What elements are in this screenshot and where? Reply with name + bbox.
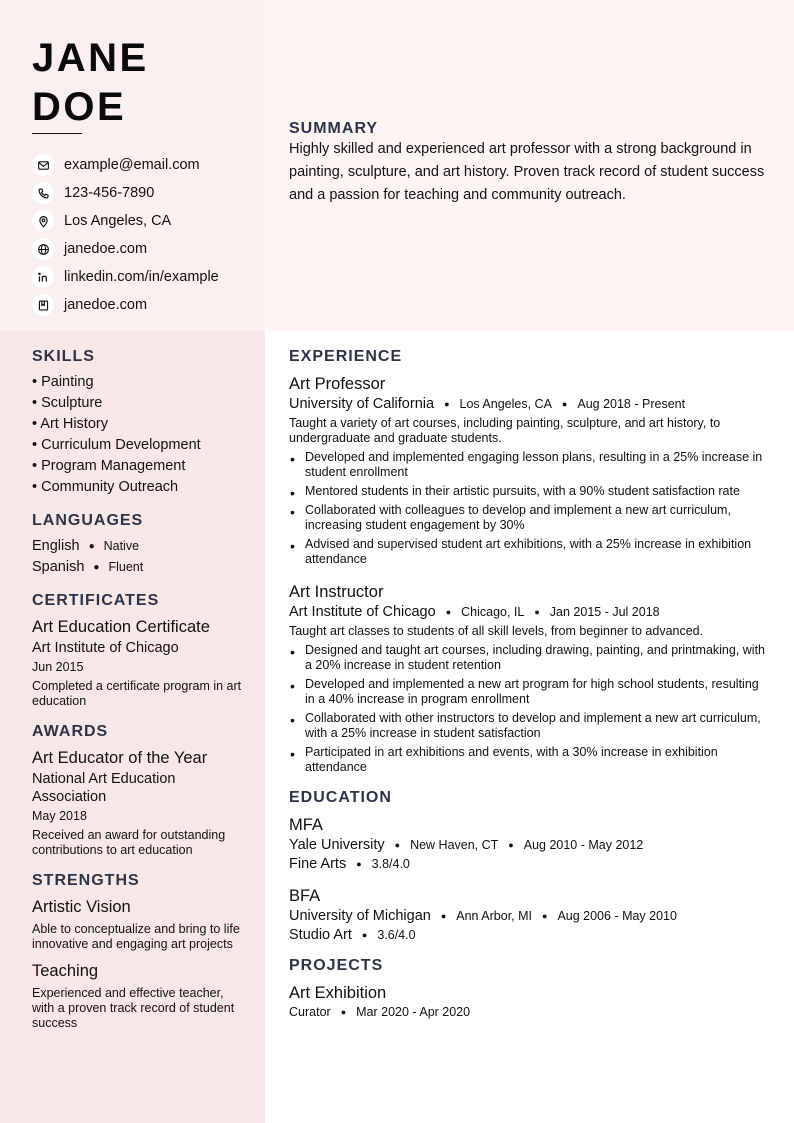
- skill-item: • Sculpture: [32, 395, 103, 411]
- job-bullet: • Designed and taught art courses, including drawing, painting, and printmaking, with a 20% increase in student retention: [289, 643, 769, 673]
- job-meta: [289, 604, 769, 620]
- contact-portfolio-text: janedoe.com: [64, 297, 148, 313]
- language-name: Spanish: [32, 559, 85, 575]
- contact-list: [32, 151, 219, 319]
- linkedin-icon: [32, 266, 54, 288]
- contact-location: [32, 207, 219, 235]
- job-title: Art Professor: [289, 375, 386, 393]
- language-level: Fluent: [108, 560, 144, 574]
- contact-linkedin[interactable]: [32, 263, 219, 291]
- job-bullet: • Advised and supervised student art exhibitions, with a 25% increase in exhibition attendance: [289, 537, 769, 567]
- separator-dot: ●: [445, 607, 452, 617]
- skill-item: • Community Outreach: [32, 479, 179, 495]
- skill-item: • Curriculum Development: [32, 437, 201, 453]
- award-issuer: National Art Education Association: [32, 771, 176, 805]
- school-location: Ann Arbor, MI: [456, 909, 532, 923]
- education-field-row: [289, 856, 769, 872]
- job-organization: Art Institute of Chicago: [289, 604, 436, 620]
- separator-dot: ●: [356, 859, 362, 869]
- job-dates: Aug 2018 - Present: [577, 397, 686, 411]
- awards-heading: AWARDS: [32, 723, 109, 740]
- job-description: Taught art classes to students of all skill levels, from beginner to advanced.: [289, 624, 704, 638]
- contact-linkedin-text: linkedin.com/in/example: [64, 269, 219, 285]
- first-name: JANE: [32, 36, 149, 80]
- strength-item: [32, 896, 247, 952]
- strengths-section: [32, 872, 247, 1031]
- projects-section: [289, 957, 769, 1019]
- certificate-description: Completed a certificate program in art education: [32, 679, 242, 708]
- job-bullets: [289, 450, 769, 567]
- school-location: New Haven, CT: [410, 838, 499, 852]
- job-title: Art Instructor: [289, 583, 384, 601]
- certificate-issuer: Art Institute of Chicago: [32, 640, 179, 656]
- contact-email[interactable]: [32, 151, 219, 179]
- contact-location-text: Los Angeles, CA: [64, 213, 172, 229]
- location-pin-icon: [32, 210, 54, 232]
- job-bullet: • Mentored students in their artistic pursuits, with a 90% student satisfaction rate: [289, 484, 769, 499]
- contact-email-text: example@email.com: [64, 157, 200, 173]
- separator-dot: ●: [394, 840, 401, 850]
- strengths-heading: STRENGTHS: [32, 872, 140, 889]
- job-bullet: • Collaborated with colleagues to develop and implement a new art curriculum, increasing student engagement by 30%: [289, 503, 769, 533]
- job-entry: [289, 373, 769, 567]
- summary-heading: SUMMARY: [289, 120, 379, 137]
- globe-icon: [32, 238, 54, 260]
- separator-dot: ●: [88, 541, 95, 552]
- languages-heading: LANGUAGES: [32, 512, 144, 529]
- portfolio-icon: [32, 294, 54, 316]
- job-bullet: • Collaborated with other instructors to develop and implement a new art curriculum, with a 25% increase in student satisfaction: [289, 711, 769, 741]
- degree-name: MFA: [289, 816, 323, 834]
- award-name: Art Educator of the Year: [32, 749, 208, 767]
- job-meta: [289, 396, 769, 412]
- education-meta: [289, 837, 769, 853]
- project-dates: Mar 2020 - Apr 2020: [356, 1005, 471, 1019]
- education-entry: [289, 814, 769, 872]
- right-column-content: [289, 348, 769, 1033]
- job-location: Chicago, IL: [461, 605, 525, 619]
- school-name: Yale University: [289, 837, 385, 853]
- separator-dot: ●: [534, 607, 540, 617]
- separator-dot: ●: [561, 399, 568, 409]
- education-section: [289, 789, 769, 943]
- job-bullets: [289, 643, 769, 775]
- experience-section: [289, 348, 769, 775]
- contact-portfolio[interactable]: [32, 291, 219, 319]
- job-entry: [289, 581, 769, 775]
- job-bullet: • Developed and implemented engaging lesson plans, resulting in a 25% increase in student enrollment: [289, 450, 769, 480]
- phone-icon: [32, 182, 54, 204]
- separator-dot: ●: [361, 930, 368, 940]
- education-field-row: [289, 927, 769, 943]
- education-dates: Aug 2010 - May 2012: [523, 838, 644, 852]
- last-name: DOE: [32, 85, 127, 129]
- job-location: Los Angeles, CA: [459, 397, 552, 411]
- summary-section: [289, 120, 769, 207]
- separator-dot: ●: [542, 911, 548, 921]
- strength-name: Artistic Vision: [32, 898, 131, 916]
- full-name: [32, 34, 149, 132]
- job-organization: University of California: [289, 396, 435, 412]
- job-dates: Jan 2015 - Jul 2018: [549, 605, 660, 619]
- separator-dot: ●: [340, 1007, 347, 1017]
- project-meta: [289, 1005, 769, 1019]
- certificates-section: [32, 592, 247, 709]
- strength-description: Experienced and effective teacher, with a proven track record of student success: [32, 986, 235, 1030]
- language-item: [32, 536, 247, 557]
- separator-dot: ●: [440, 911, 447, 921]
- contact-phone-text: 123-456-7890: [64, 185, 155, 201]
- education-gpa: 3.6/4.0: [377, 928, 416, 942]
- award-date: May 2018: [32, 809, 87, 823]
- projects-heading: PROJECTS: [289, 957, 384, 974]
- strength-item: [32, 960, 247, 1031]
- contact-website-text: janedoe.com: [64, 241, 148, 257]
- project-role: Curator: [289, 1005, 331, 1019]
- mail-icon: [32, 154, 54, 176]
- languages-section: [32, 512, 247, 578]
- education-gpa: 3.8/4.0: [371, 857, 410, 871]
- awards-section: [32, 723, 247, 858]
- contact-website[interactable]: [32, 235, 219, 263]
- language-item: [32, 557, 247, 578]
- job-bullet: • Participated in art exhibitions and events, with a 30% increase in exhibition attendance: [289, 745, 769, 775]
- separator-dot: ●: [444, 399, 450, 409]
- degree-name: BFA: [289, 887, 321, 905]
- separator-dot: ●: [93, 562, 100, 573]
- summary-text: Highly skilled and experienced art professor with a strong background in painting, sculpture, and art history. Proven track record of student success and a passion for teaching and community outreach.: [289, 141, 765, 203]
- education-field: Studio Art: [289, 927, 352, 943]
- job-description: Taught a variety of art courses, including painting, sculpture, and art history, to undergraduate and graduate students.: [289, 416, 721, 445]
- language-name: English: [32, 538, 80, 554]
- education-field: Fine Arts: [289, 856, 347, 872]
- skill-item: • Program Management: [32, 458, 186, 474]
- skill-item: • Painting: [32, 374, 94, 390]
- experience-heading: EXPERIENCE: [289, 348, 403, 365]
- certificates-heading: CERTIFICATES: [32, 592, 160, 609]
- strength-name: Teaching: [32, 962, 99, 980]
- skills-section: [32, 348, 247, 498]
- education-entry: [289, 885, 769, 943]
- job-bullet: • Developed and implemented a new art program for high school students, resulting in a 40% increase in program enrollment: [289, 677, 769, 707]
- award-description: Received an award for outstanding contributions to art education: [32, 828, 226, 857]
- skill-item: • Art History: [32, 416, 108, 432]
- certificate-name: Art Education Certificate: [32, 618, 210, 636]
- left-column-content: [32, 348, 247, 1045]
- school-name: University of Michigan: [289, 908, 431, 924]
- strength-description: Able to conceptualize and bring to life innovative and engaging art projects: [32, 922, 240, 951]
- education-meta: [289, 908, 769, 924]
- skills-heading: SKILLS: [32, 348, 95, 365]
- name-divider: [32, 133, 82, 134]
- language-level: Native: [103, 539, 140, 553]
- education-heading: EDUCATION: [289, 789, 392, 806]
- contact-phone[interactable]: [32, 179, 219, 207]
- separator-dot: ●: [508, 840, 514, 850]
- project-name: Art Exhibition: [289, 984, 387, 1002]
- education-dates: Aug 2006 - May 2010: [557, 909, 677, 923]
- certificate-date: Jun 2015: [32, 660, 84, 674]
